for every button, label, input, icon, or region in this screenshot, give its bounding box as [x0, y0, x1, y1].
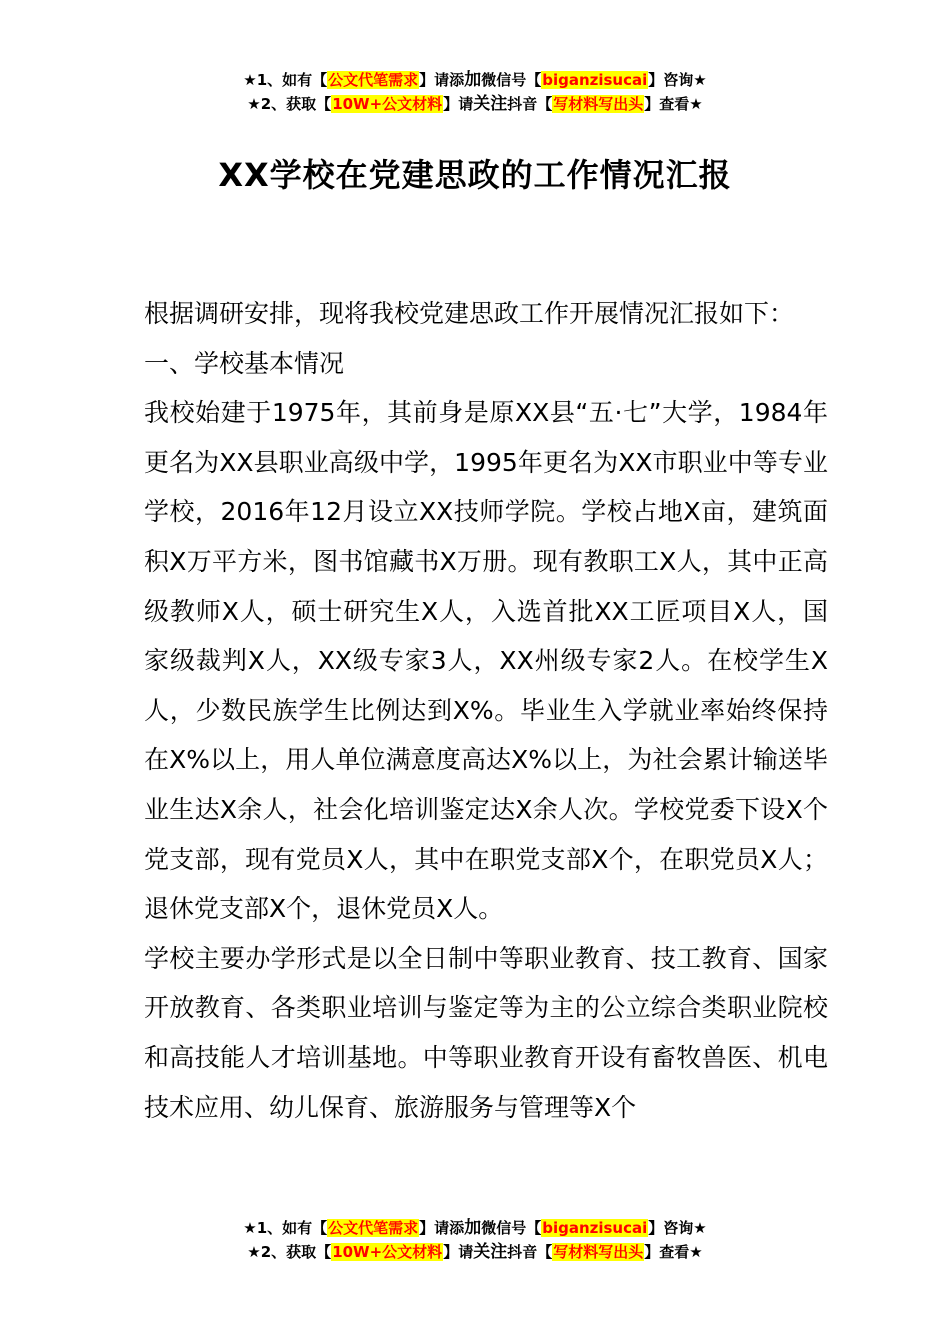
body-paragraph: 我校始建于1975年，其前身是原XX县“五·七”大学，1984年更名为XX县职业高级中学，1995年更名为XX市职业中等专业学校，2016年12月设立XX技师学院。学校占地X亩，建筑面积X万平方米，图书馆藏书X万册。现有教职工X人，其中正高级教师X人，硕士研究生X人，入选首批XX工匠项目X人，国家级裁判X人，XX级专家3人，XX州级专家2人。在校学生X人，少数民族学生比例达到X%。毕业生入学就业率始终保持在X%以上，用人单位满意度高达X%以上，为社会累计输送毕业生达X余人，社会化培训鉴定达X余人次。学校党委下设X个党支部，现有党员X人，其中在职党支部X个，在职党员X人；退休党支部X个，退休党员X人。 — [144, 398, 828, 924]
banner-text: 】咨询★ — [648, 1219, 707, 1237]
header-banner — [0, 68, 950, 116]
document-title: XX学校在党建思政的工作情况汇报 — [218, 156, 732, 194]
banner-text: 】请添 — [419, 71, 465, 89]
section-heading: 一、学校基本情况 — [144, 348, 345, 378]
document-body — [144, 289, 828, 1132]
banner-line-2 — [0, 1240, 950, 1264]
banner-line-1 — [0, 68, 950, 92]
highlight-wechat-id: biganzisucai — [542, 71, 648, 89]
banner-text: 抖音【 — [507, 1243, 553, 1261]
body-paragraph: 学校主要办学形式是以全日制中等职业教育、技工教育、国家开放教育、各类职业培训与鉴定等为主的公立综合类职业院校和高技能人才培训基地。中等职业教育开设有畜牧兽医、机电技术应用、幼儿保育、旅游服务与管理等X个 — [144, 943, 828, 1122]
highlight-materials: 10W+公文材料 — [332, 1243, 443, 1261]
banner-line-1 — [0, 1216, 950, 1240]
banner-text: 微信号【 — [481, 1219, 542, 1237]
banner-text: ★2、获取【 — [247, 95, 332, 113]
banner-text: 】请 — [443, 1243, 474, 1261]
highlight-service: 公文代笔需求 — [328, 1219, 419, 1237]
banner-text: 微信号【 — [481, 71, 542, 89]
banner-text: 】请 — [443, 95, 474, 113]
banner-emphasis: 关注 — [473, 1242, 508, 1262]
banner-text: 】查看★ — [644, 95, 703, 113]
highlight-douyin: 写材料写出头 — [553, 95, 644, 113]
footer-banner — [0, 1216, 950, 1264]
highlight-douyin: 写材料写出头 — [553, 1243, 644, 1261]
highlight-service: 公文代笔需求 — [328, 71, 419, 89]
banner-line-2 — [0, 92, 950, 116]
banner-text: 抖音【 — [507, 95, 553, 113]
banner-text: 】请添 — [419, 1219, 465, 1237]
banner-text: ★1、如有【 — [243, 1219, 328, 1237]
banner-emphasis: 加 — [464, 1218, 482, 1238]
banner-emphasis: 关注 — [473, 94, 508, 114]
highlight-materials: 10W+公文材料 — [332, 95, 443, 113]
banner-text: 】查看★ — [644, 1243, 703, 1261]
banner-text: ★1、如有【 — [243, 71, 328, 89]
intro-paragraph: 根据调研安排，现将我校党建思政工作开展情况汇报如下： — [144, 299, 795, 328]
banner-text: ★2、获取【 — [247, 1243, 332, 1261]
banner-emphasis: 加 — [464, 70, 482, 90]
highlight-wechat-id: biganzisucai — [542, 1219, 648, 1237]
banner-text: 】咨询★ — [648, 71, 707, 89]
